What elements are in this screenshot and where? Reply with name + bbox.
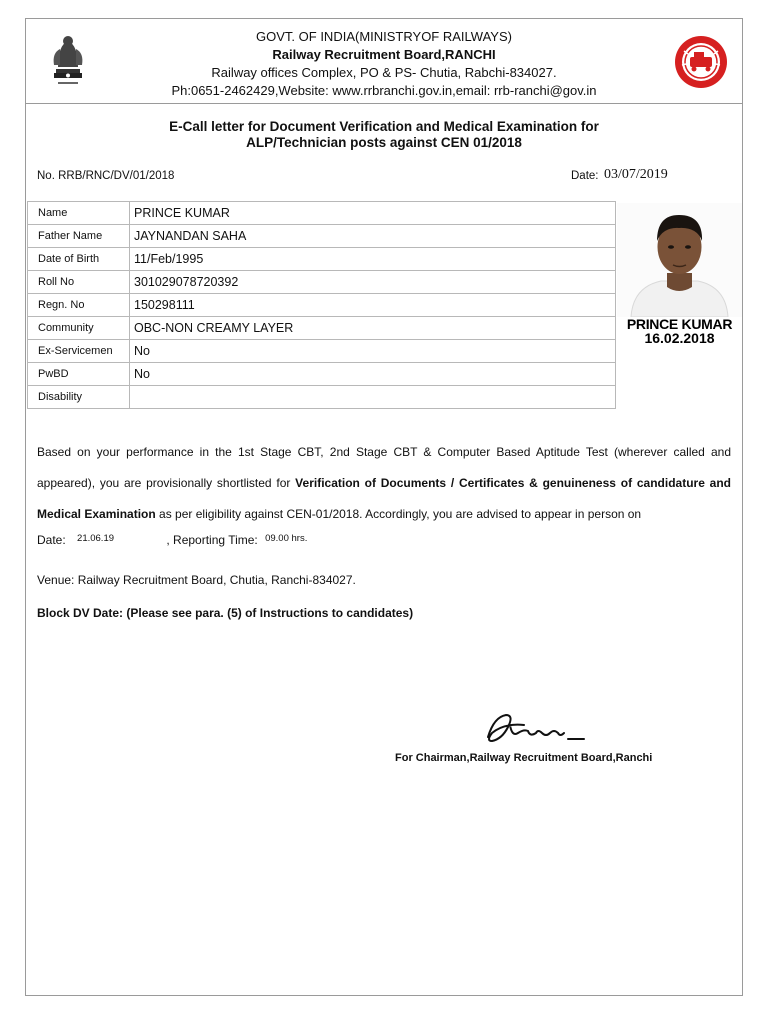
reporting-time-label: , Reporting Time: <box>166 533 258 547</box>
letter-date-value: 03/07/2019 <box>604 167 668 182</box>
candidate-photo <box>617 203 742 347</box>
paragraph-text: Based on your performance in the 1st Stage CBT, 2nd Stage CBT & Computer Based Aptitude Test (wherever called and appeared), you are provisionally shortlisted for <box>37 445 731 490</box>
details-label: PwBD <box>28 363 130 386</box>
paragraph-text-end: as per eligibility against CEN-01/2018. Accordingly, you are advised to appear in person on <box>155 507 642 521</box>
details-label: Community <box>28 317 130 340</box>
photo-name-caption: PRINCE KUMAR <box>626 316 733 332</box>
signature-icon <box>484 707 594 747</box>
details-value: 11/Feb/1995 <box>130 248 616 271</box>
letter-date-label: Date: <box>571 170 599 182</box>
header-govt-line: GOVT. OF INDIA(MINISTRYOF RAILWAYS) <box>256 29 512 44</box>
candidate-portrait-icon <box>617 203 742 317</box>
appointment-date-value: 21.06.19 <box>77 533 115 544</box>
letter-frame <box>25 18 743 996</box>
details-value <box>130 386 616 409</box>
title-line-2: ALP/Technician posts against CEN 01/2018 <box>246 135 522 150</box>
appointment-date-label: Date: <box>37 533 66 547</box>
signatory-text: For Chairman,Railway Recruitment Board,Ranchi <box>395 752 653 764</box>
details-label: Father Name <box>28 225 130 248</box>
block-dv-date: Block DV Date: (Please see para. (5) of Instructions to candidates) <box>37 606 414 620</box>
details-value: No <box>130 363 616 386</box>
details-value: 301029078720392 <box>130 271 616 294</box>
details-row <box>28 386 616 409</box>
details-row <box>28 294 616 317</box>
details-label: Date of Birth <box>28 248 130 271</box>
details-row <box>28 340 616 363</box>
details-label: Roll No <box>28 271 130 294</box>
reporting-time-value: 09.00 hrs. <box>265 533 308 544</box>
reference-number: No. RRB/RNC/DV/01/2018 <box>37 170 175 182</box>
shortlist-paragraph <box>37 437 731 530</box>
details-value: JAYNANDAN SAHA <box>130 225 616 248</box>
details-row <box>28 225 616 248</box>
paragraph-bold-text: Verification of Documents / Certificates & genuineness of candidature and Medical Examination <box>37 476 731 521</box>
appointment-line <box>37 533 307 547</box>
header-contact: Ph:0651-2462429,Website: www.rrbranchi.gov.in,email: rrb-ranchi@gov.in <box>171 83 597 98</box>
details-value: OBC-NON CREAMY LAYER <box>130 317 616 340</box>
details-value: 150298111 <box>130 294 616 317</box>
title-line-1: E-Call letter for Document Verification and Medical Examination for <box>169 119 599 134</box>
details-row <box>28 202 616 225</box>
venue-text: Venue: Railway Recruitment Board, Chutia, Ranchi-834027. <box>37 573 356 587</box>
photo-date-caption: 16.02.2018 <box>644 330 715 346</box>
details-row <box>28 271 616 294</box>
details-label: Ex-Servicemen <box>28 340 130 363</box>
header-board-name: Railway Recruitment Board,RANCHI <box>272 47 496 62</box>
details-row <box>28 317 616 340</box>
candidate-details-table <box>27 201 616 409</box>
indian-railways-logo-icon <box>674 35 728 89</box>
details-row <box>28 248 616 271</box>
details-label: Disability <box>28 386 130 409</box>
letter-title <box>26 119 742 151</box>
details-label: Regn. No <box>28 294 130 317</box>
details-value: No <box>130 340 616 363</box>
details-label: Name <box>28 202 130 225</box>
letter-header <box>26 19 742 104</box>
header-address: Railway offices Complex, PO & PS- Chutia, Rabchi-834027. <box>211 65 557 80</box>
details-value: PRINCE KUMAR <box>130 202 616 225</box>
details-row <box>28 363 616 386</box>
